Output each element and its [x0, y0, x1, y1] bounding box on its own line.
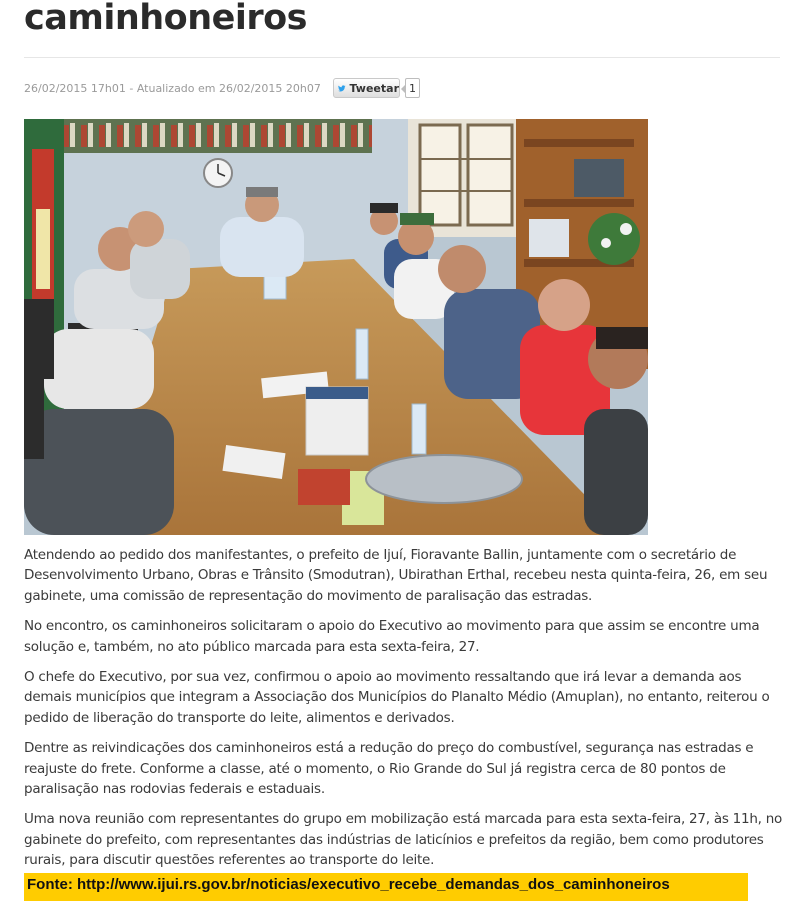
article-title: caminhoneiros: [24, 0, 308, 38]
article-paragraph-4: Dentre as reivindicações dos caminhoneiros está a redução do preço do combustível, segurança nas estradas e reajuste do frete. Conforme a classe, até o momento, o Rio Grande do Sul já registra cerca de 80 pontos de paralisação nas rodovias federais e estaduais.: [24, 740, 754, 798]
article-paragraph-1: Atendendo ao pedido dos manifestantes, o prefeito de Ijuí, Fioravante Ballin, juntamente com o secretário de Desenvolvimento Urbano, Obras e Trânsito (Smodutran), Ubirathan Erthal, recebeu nesta quinta-feira, 26, em seu gabinete, uma comissão de representação do movimento de paralisação das estradas.: [24, 547, 768, 604]
article-paragraph-5: Uma nova reunião com representantes do grupo em mobilização está marcada para esta sexta-feira, 27, às 11h, no gabinete do prefeito, com representantes das indústrias de laticínios e prefeitos da região, bem como produtores rurais, para discutir questões referentes ao transporte do leite.: [24, 811, 783, 869]
twitter-bird-icon: [338, 83, 346, 94]
article-body: [24, 545, 784, 881]
article-paragraph-3: O chefe do Executivo, por sua vez, confirmou o apoio ao movimento ressaltando que irá levar a demanda aos demais municípios que integram a Associação dos Municípios do Planalto Médio (Amuplan), no entanto, reiterou o pedido de liberação do transporte do leite, alimentos e derivados.: [24, 669, 770, 726]
source-citation: Fonte: http://www.ijui.rs.gov.br/noticias/executivo_recebe_demandas_dos_caminhoneiros: [24, 873, 748, 901]
title-divider: [24, 57, 780, 58]
meeting-photo-illustration: [24, 119, 648, 535]
article-paragraph-2: No encontro, os caminhoneiros solicitaram o apoio do Executivo ao movimento para que assim se encontre uma solução e, também, no ato público marcada para esta sexta-feira, 27.: [24, 618, 760, 655]
tweet-button[interactable]: [333, 78, 400, 98]
article-timestamp: 26/02/2015 17h01 - Atualizado em 26/02/2015 20h07: [24, 82, 321, 95]
tweet-count: 1: [405, 78, 420, 98]
tweet-label: Tweetar: [349, 81, 399, 95]
article-photo: [24, 119, 648, 535]
